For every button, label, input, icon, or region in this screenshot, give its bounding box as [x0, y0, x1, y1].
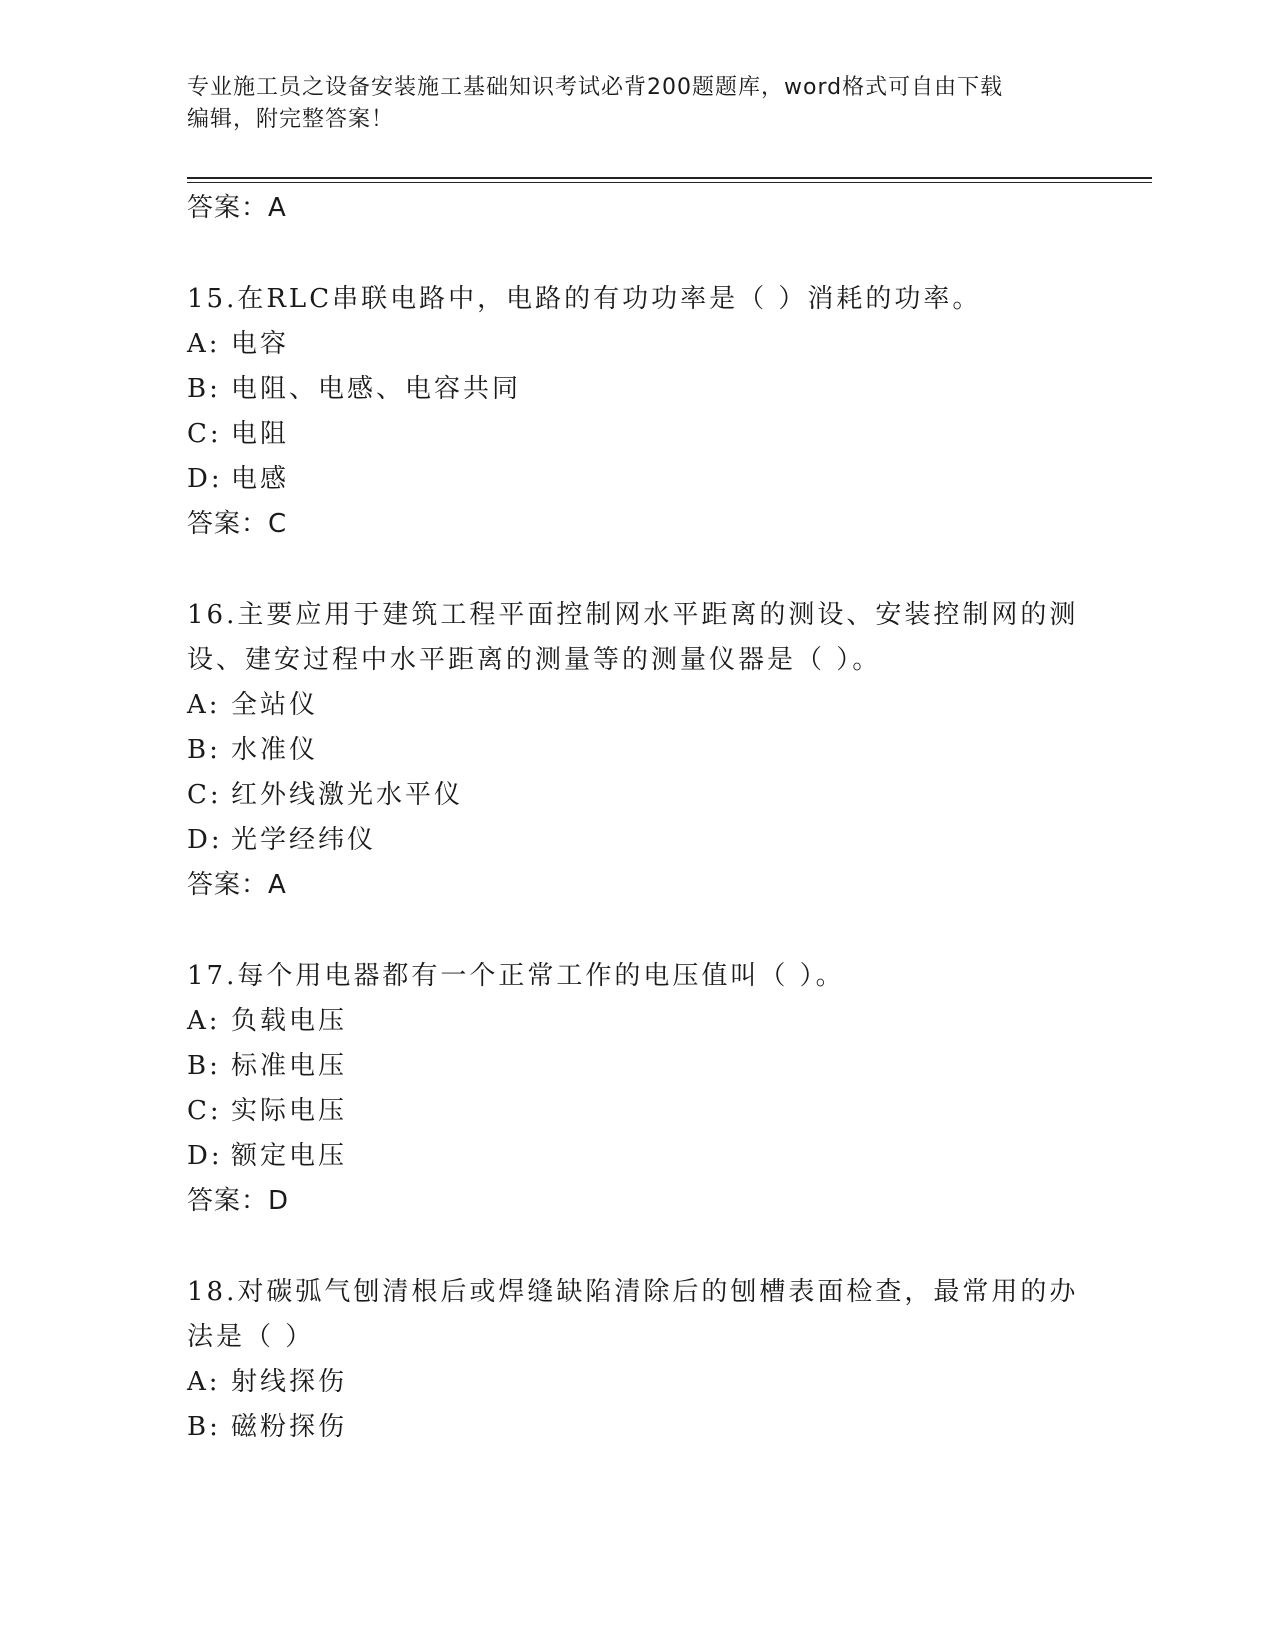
header-line-2: 编辑，附完整答案！ — [187, 107, 395, 132]
option-item — [187, 457, 1087, 502]
question-gap — [187, 1224, 1087, 1270]
question-block — [187, 954, 1087, 1224]
questions-container — [187, 231, 1087, 1450]
question-stem-line: 18.对碳弧气刨清根后或焊缝缺陷清除后的刨槽表面检查，最常用的办 — [187, 1277, 1079, 1307]
header-line-1: 专业施工员之设备安装施工基础知识考试必背200题题库，word格式可自由下载 — [187, 75, 1004, 100]
option-item — [187, 322, 1087, 367]
option-text: 电容 — [231, 329, 290, 359]
question-block — [187, 1270, 1087, 1450]
question-list — [187, 186, 1087, 1450]
option-item — [187, 1089, 1087, 1134]
option-item — [187, 999, 1087, 1044]
option-key: D: — [187, 1141, 223, 1171]
header-rule-thin — [187, 182, 1152, 183]
option-text: 额定电压 — [231, 1141, 348, 1171]
option-item — [187, 773, 1087, 818]
option-key: C: — [187, 1096, 222, 1126]
question-stem-line: 15.在RLC串联电路中，电路的有功功率是（ ）消耗的功率。 — [187, 284, 982, 314]
question-gap — [187, 908, 1087, 954]
document-header — [187, 72, 1087, 136]
option-key: A: — [187, 1367, 221, 1397]
header-rule-thick — [187, 177, 1152, 179]
option-item — [187, 367, 1087, 412]
option-item — [187, 1044, 1087, 1089]
option-key: D: — [187, 825, 223, 855]
option-text: 实际电压 — [231, 1096, 348, 1126]
answer-line: 答案：C — [187, 509, 288, 539]
option-key: B: — [187, 735, 221, 765]
question-stem-line: 16.主要应用于建筑工程平面控制网水平距离的测设、安装控制网的测 — [187, 600, 1079, 630]
option-item — [187, 683, 1087, 728]
option-text: 电阻 — [231, 419, 290, 449]
option-key: A: — [187, 329, 221, 359]
option-key: B: — [187, 1412, 221, 1442]
option-text: 红外线激光水平仪 — [231, 780, 464, 810]
option-key: D: — [187, 464, 223, 494]
option-text: 全站仪 — [231, 690, 319, 720]
option-item — [187, 1134, 1087, 1179]
option-key: C: — [187, 780, 222, 810]
option-item — [187, 412, 1087, 457]
option-text: 磁粉探伤 — [231, 1412, 348, 1442]
previous-answer: 答案：A — [187, 193, 287, 223]
option-text: 标准电压 — [231, 1051, 348, 1081]
option-text: 射线探伤 — [231, 1367, 348, 1397]
option-text: 电感 — [231, 464, 290, 494]
option-item — [187, 728, 1087, 773]
question-stem-line: 17.每个用电器都有一个正常工作的电压值叫（ ）。 — [187, 961, 845, 991]
option-key: C: — [187, 419, 222, 449]
question-block — [187, 277, 1087, 547]
answer-line: 答案：D — [187, 1186, 290, 1216]
option-text: 水准仪 — [231, 735, 319, 765]
option-key: B: — [187, 374, 221, 404]
option-item — [187, 818, 1087, 863]
option-key: B: — [187, 1051, 221, 1081]
option-item — [187, 1360, 1087, 1405]
option-key: A: — [187, 1006, 221, 1036]
question-block — [187, 593, 1087, 908]
question-gap — [187, 547, 1087, 593]
option-item — [187, 1405, 1087, 1450]
question-gap — [187, 231, 1087, 277]
option-text: 电阻、电感、电容共同 — [231, 374, 522, 404]
option-text: 负载电压 — [231, 1006, 348, 1036]
question-stem-line: 设、建安过程中水平距离的测量等的测量仪器是（ ）。 — [187, 645, 882, 675]
answer-line: 答案：A — [187, 870, 287, 900]
question-stem-line: 法是（ ） — [187, 1322, 315, 1352]
option-text: 光学经纬仪 — [231, 825, 377, 855]
option-key: A: — [187, 690, 221, 720]
